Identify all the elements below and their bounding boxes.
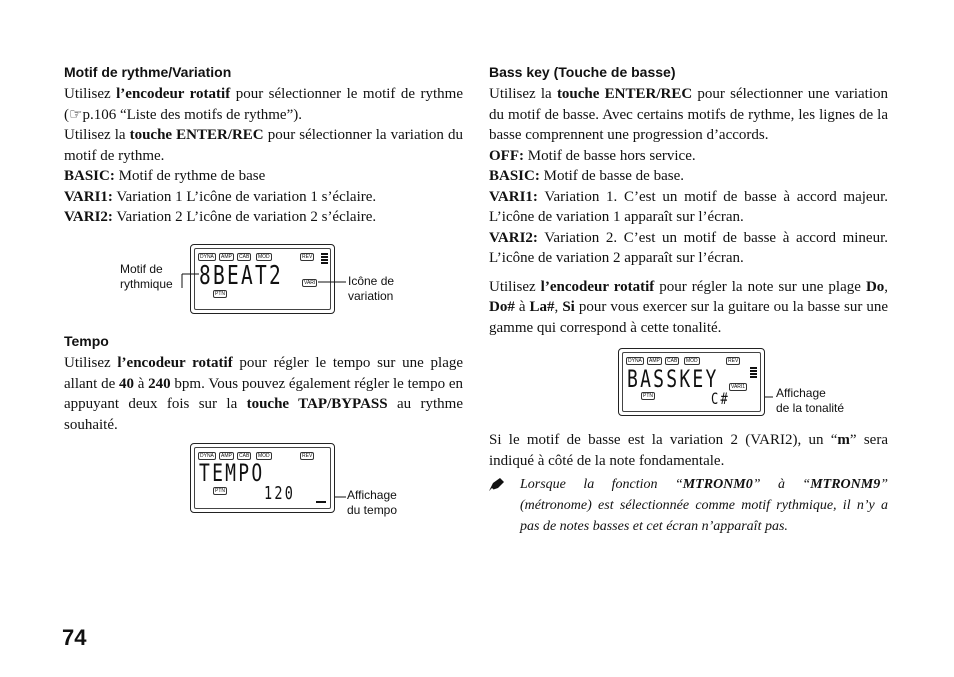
metronome-note: Lorsque la fonction “MTRONM0” à “MTRONM9” (métronome) est sélectionnée comme motif rythmique, il n’y a pas de notes basses et cet écran n’apparaît pas.: [488, 474, 888, 537]
dyna-tag: DYNA: [628, 358, 642, 364]
lcd-main-text: BASSKEY: [627, 365, 719, 393]
vari1-item: VARI1: Variation 1 L’icône de variation 1 s’éclaire.: [64, 188, 377, 205]
bass-key-paragraph-1: Utilisez la touche ENTER/REC pour sélectionner une variation du motif de basse. Avec certains motifs de rythme, les lignes de la basse comprennent une progression d’accords.: [489, 86, 889, 143]
off-item: OFF: Motif de basse hors service.: [489, 147, 696, 164]
lcd-underscore: [316, 501, 326, 503]
mod-tag: MOD: [258, 453, 270, 459]
lcd-tempo-value: 120: [264, 483, 296, 504]
amp-tag: AMP: [649, 358, 660, 364]
dyna-tag: DYNA: [200, 254, 214, 260]
amp-tag: AMP: [221, 453, 232, 459]
mod-tag: MOD: [686, 358, 698, 364]
warning-pencil-icon: [488, 477, 505, 492]
level-bars-icon: [750, 367, 757, 379]
lcd2-caption: Affichage du tempo: [347, 488, 398, 517]
lcd1-caption-left: Motif de rythmique: [120, 262, 173, 291]
rhythm-pattern-paragraph-1: Utilisez l’encodeur rotatif pour sélectionner le motif de rythme (☞p.106 “Liste des motifs de rythme”).: [64, 86, 464, 123]
rev-tag: REV: [302, 453, 313, 459]
vari2-item: VARI2: Variation 2 L’icône de variation 2 s’éclaire.: [64, 209, 377, 225]
mod-tag: MOD: [258, 254, 270, 260]
lcd-main-text: TEMPO: [199, 459, 265, 487]
lcd1-caption-right: Icône de variation: [348, 274, 395, 303]
rev-tag: REV: [302, 254, 313, 260]
note-range-paragraph: Utilisez l’encodeur rotatif pour régler la note sur une plage Do, Do# à La#, Si pour vous exercer sur la guitare ou la basse sur une gamme qui correspond à cette tonalité.: [489, 278, 889, 336]
ptn-tag: PTN: [215, 291, 225, 297]
cab-tag: CAB: [239, 254, 250, 260]
vari2-item: VARI2: Variation 2. C’est un motif de basse à accord mineur. L’icône de variation 2 apparaît sur l’écran.: [489, 229, 888, 266]
lcd-key-value: C#: [711, 389, 730, 408]
ptn-tag: PTN: [643, 393, 653, 399]
ptn-tag: PTN: [215, 488, 225, 494]
vari1-tag: VARI1: [731, 384, 746, 390]
lcd-bass-key: [618, 348, 765, 416]
bass-key-heading: Bass key (Touche de basse): [489, 64, 676, 80]
right-column: [489, 62, 888, 338]
page-number: 74: [62, 625, 87, 650]
rhythm-pattern-heading: Motif de rythme/Variation: [64, 64, 232, 80]
cab-tag: CAB: [667, 358, 678, 364]
lcd-main-text: 8BEAT2: [199, 261, 283, 291]
basic-item: BASIC: Motif de basse de base.: [489, 168, 684, 184]
rhythm-pattern-paragraph-2: Utilisez la touche ENTER/REC pour sélectionner la variation du motif de rythme.: [64, 127, 463, 164]
vari-tag: VARI: [304, 280, 316, 286]
lcd3-caption: Affichage de la tonalité: [776, 386, 845, 415]
cab-tag: CAB: [239, 453, 250, 459]
rev-tag: REV: [728, 358, 739, 364]
basic-item: BASIC: Motif de rythme de base: [64, 168, 266, 184]
tempo-paragraph: Utilisez l’encodeur rotatif pour régler le tempo sur une plage allant de 40 à 240 bpm. Vous pouvez également régler le tempo en appuyant deux fois sur la touche TAP/BYPASS au rythme souhaité.: [64, 355, 464, 433]
dyna-tag: DYNA: [200, 453, 214, 459]
vari1-item: VARI1: Variation 1. C’est un motif de basse à accord majeur. L’icône de variation 1 apparaît sur l’écran.: [489, 188, 888, 225]
tempo-heading: Tempo: [64, 333, 109, 349]
vari2-minor-note: Si le motif de basse est la variation 2 (VARI2), un “m” sera indiqué à côté de la note fondamentale.: [489, 432, 888, 469]
lcd-tempo: [190, 443, 335, 513]
amp-tag: AMP: [221, 254, 232, 260]
